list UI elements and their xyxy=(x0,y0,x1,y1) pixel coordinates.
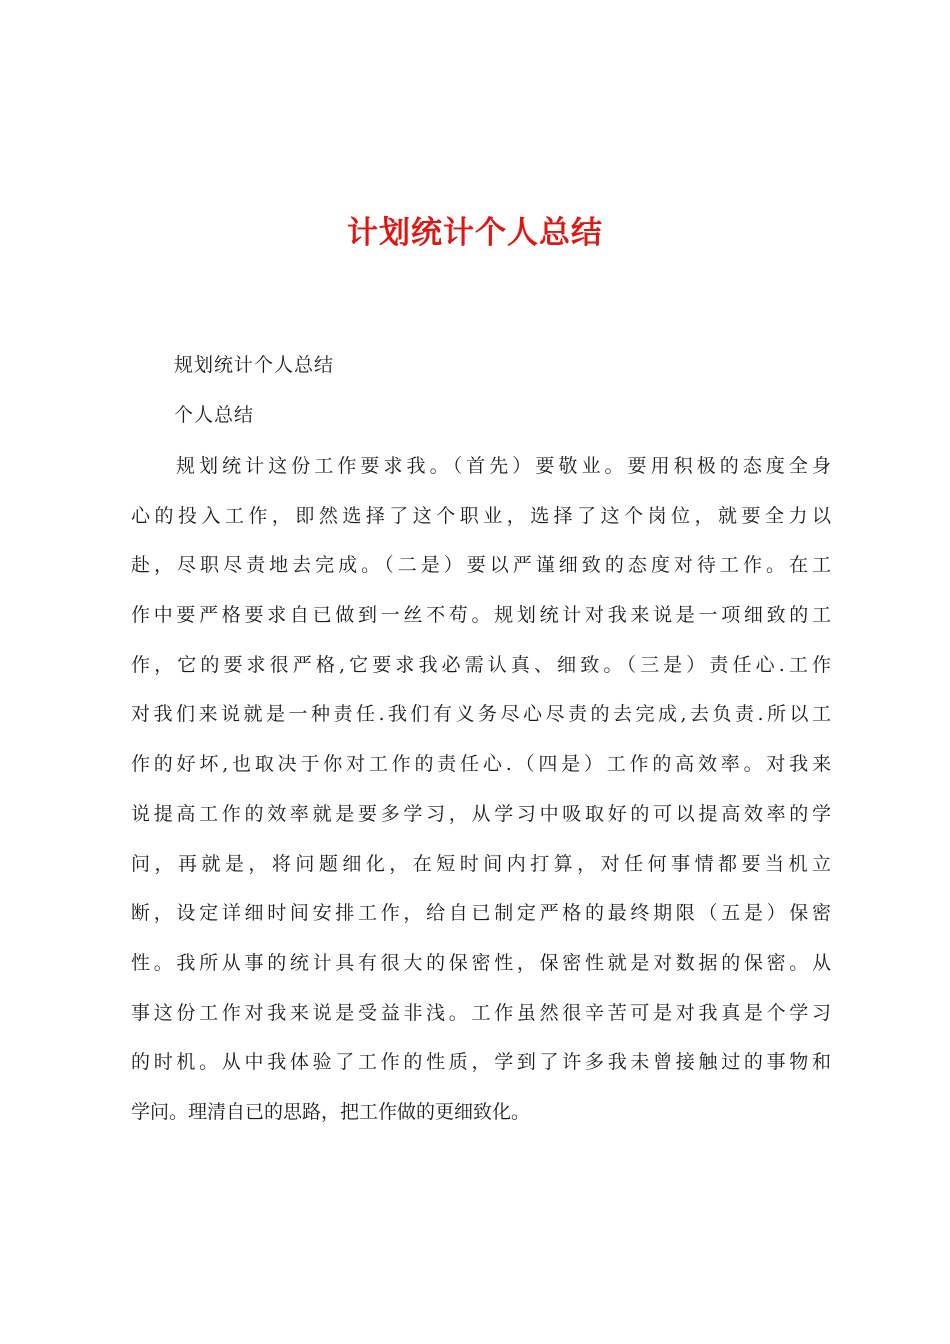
paragraph-line: 作，它的要求很严格,它要求我必需认真、细致。（三是）责任心.工作 xyxy=(131,653,831,676)
paragraph-line: 说提高工作的效率就是要多学习，从学习中吸取好的可以提高效率的学 xyxy=(131,802,831,825)
paragraph-line: 事这份工作对我来说是受益非浅。工作虽然很辛苦可是对我真是个学习 xyxy=(131,1001,831,1024)
document-title: 计划统计个人总结 xyxy=(347,215,603,251)
paragraph-line: 心的投入工作，即然选择了这个职业，选择了这个岗位，就要全力以 xyxy=(131,504,831,527)
paragraph-line: 规划统计这份工作要求我。（首先）要敬业。要用积极的态度全身 xyxy=(176,455,831,477)
paragraph-line: 断，设定详细时间安排工作，给自已制定严格的最终期限（五是）保密 xyxy=(131,902,831,925)
body-paragraph xyxy=(131,442,831,1138)
paragraph-line: 作中要严格要求自已做到一丝不苟。规划统计对我来说是一项细致的工 xyxy=(131,604,831,627)
subheading-plan-summary: 规划统计个人总结 xyxy=(174,354,335,376)
paragraph-line: 问，再就是，将问题细化，在短时间内打算，对任何事情都要当机立 xyxy=(131,852,831,875)
paragraph-line: 的时机。从中我体验了工作的性质，学到了许多我未曾接触过的事物和 xyxy=(131,1051,831,1074)
paragraph-line: 赴，尽职尽责地去完成。（二是）要以严谨细致的态度对待工作。在工 xyxy=(131,554,831,577)
subheading-personal-summary: 个人总结 xyxy=(174,404,255,426)
paragraph-line: 性。我所从事的统计具有很大的保密性，保密性就是对数据的保密。从 xyxy=(131,951,831,974)
paragraph-line: 学问。理清自已的思路，把工作做的更细致化。 xyxy=(131,1100,531,1123)
paragraph-line: 对我们来说就是一种责任.我们有义务尽心尽责的去完成,去负责.所以工 xyxy=(131,703,831,726)
paragraph-line: 作的好坏,也取决于你对工作的责任心.（四是）工作的高效率。对我来 xyxy=(131,753,831,776)
